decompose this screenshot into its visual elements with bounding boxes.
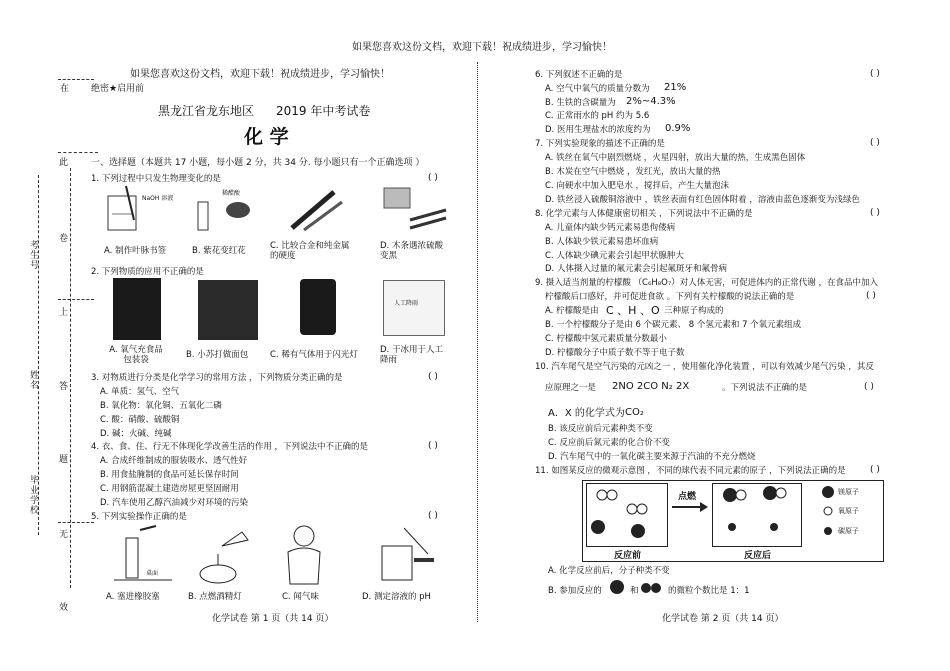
pic-label: NaOH 溶液 — [142, 195, 174, 202]
q6-option-b: B. 生铁的含碳量为 — [545, 98, 616, 108]
legend-item: 氧原子 — [838, 507, 859, 515]
q8-option-d: D. 人体摄入过量的氟元素会引起氟斑牙和氟骨病 — [545, 264, 727, 274]
school-label: 毕业学校 — [28, 475, 38, 515]
rain-image — [383, 280, 445, 336]
question-2: 2. 下列物质的应用不正确的是 — [91, 267, 204, 277]
answer-bracket: ( ) — [870, 465, 880, 475]
side-char: 无 — [59, 530, 69, 540]
answer-bracket: ( ) — [428, 173, 438, 183]
side-char: 效 — [59, 603, 69, 613]
question-10: 10. 汽车尾气是空气污染的元凶之一 ，使用催化净化装置 ，可以有效减少尾气污染 ，其反 — [535, 362, 874, 372]
q5-option-b: B. 点燃酒精灯 — [188, 592, 242, 602]
question-7: 7. 下列实验现象的描述不正确的是 — [535, 139, 665, 149]
answer-bracket: ( ) — [428, 441, 438, 451]
divider — [58, 299, 94, 300]
q9-option-a: A. 柠檬酸是由 — [545, 306, 599, 316]
q7-option-b: B. 木炭在空气中燃烧 ，发红光，放出大量的热 — [545, 167, 721, 177]
name-label: 姓名 — [28, 370, 38, 390]
page-divider — [477, 62, 478, 622]
q7-option-d: D. 铁丝浸入硫酸铜溶液中 ，铁丝表面有红色固体附着 ，溶液由蓝色逐渐变为浅绿色 — [545, 195, 860, 205]
alloy-image — [282, 182, 352, 236]
q5-option-d: D. 测定溶液的 pH — [362, 592, 431, 602]
q6-option-a: A. 空气中氧气的质量分数为 — [545, 84, 650, 94]
side-char: 卷 — [59, 234, 69, 244]
before-label: 反应前 — [614, 551, 642, 561]
q2-option-c: C. 稀有气体用于闪光灯 — [270, 350, 358, 360]
q8-option-b: B. 人体缺少铁元素易患坏血病 — [545, 237, 659, 247]
q3-option-d: D. 碱：火碱、纯碱 — [100, 429, 172, 439]
q11-option-b: B. 参加反应的 — [548, 586, 602, 596]
q3-option-c: C. 酸：硝酸、硫酸铜 — [100, 415, 180, 425]
ph-test-image — [374, 524, 438, 584]
question-1: 1. 下列过程中只发生物理变化的是 — [91, 174, 221, 184]
q9-option-a-tail: 三种原子构成的 — [664, 306, 724, 316]
q9-option-c: C. 柠檬酸中氢元素质量分数最小 — [545, 334, 667, 344]
question-9-cont: 柠檬酸后口感好，并可促进食欲 。下列有关柠檬酸的说法正确的是 — [545, 292, 795, 302]
q8-option-a: A. 儿童体内缺少钙元素易患佝偻病 — [545, 223, 676, 233]
question-10-cont: 应原理之一是 — [545, 383, 597, 393]
answer-bracket: ( ) — [428, 372, 438, 382]
year-title: 2019 年中考试卷 — [276, 104, 371, 118]
q3-option-a: A. 单质：氢气、空气 — [100, 387, 180, 397]
secret-side: 在 — [60, 84, 70, 94]
q8-option-c: C. 人体缺少碘元素会引起甲状腺肿大 — [545, 251, 684, 261]
bread-image — [198, 280, 258, 340]
answer-bracket: ( ) — [870, 208, 880, 218]
q4-option-c: C. 用钢筋混凝土建造房屋更坚固耐用 — [100, 484, 239, 494]
side-char: 上 — [59, 308, 69, 318]
question-11: 11. 如图某反应的微观示意图 ，不同的球代表不同元素的原子 ，下列说法正确的是 — [535, 466, 846, 476]
stopper-image — [112, 524, 174, 586]
q4-option-b: B. 用食盐腌制的食品可延长保存时间 — [100, 470, 239, 480]
q7-option-a: A. 铁丝在氧气中剧烈燃烧 ，火星四射，放出大量的热，生成黑色固体 — [545, 153, 806, 163]
q11-option-b-tail: 的微粒个数比是 1：1 — [668, 586, 750, 596]
snack-bag-image — [113, 278, 161, 340]
molecule-icon — [640, 581, 666, 595]
pic-label: 桌面 — [146, 570, 159, 577]
q9-option-d: D. 柠檬酸分子中质子数不等于电子数 — [545, 348, 685, 358]
region: 黑龙江省龙东地区 — [158, 104, 255, 118]
top-banner: 如果您喜欢这份文档，欢迎下载！祝成绩进步，学习愉快！ — [352, 42, 612, 53]
question-4: 4. 衣、食、住、行无不体现化学改善生活的作用 ，下列说法中不正确的是 — [91, 442, 369, 452]
page-footer: 化学试卷 第 2 页（共 14 页） — [662, 614, 784, 624]
question-8: 8. 化学元素与人体健康密切相关 ，下列说法中不正确的是 — [535, 209, 753, 219]
q4-option-a: A. 合成纤维制成的服装吸水、透气性好 — [100, 456, 248, 466]
side-char: 题 — [59, 455, 69, 465]
divider — [58, 79, 94, 80]
section-heading: 一、选择题（本题共 17 小题，每小题 2 分，共 34 分. 每小题只有一个正确选项 ） — [91, 158, 425, 168]
q10-option-c: C. 反应前后氮元素的化合价不变 — [548, 438, 670, 448]
element-symbols: C 、H 、O — [606, 304, 660, 317]
q5-option-a: A. 塞进橡胶塞 — [106, 592, 160, 602]
alcohol-lamp-image — [192, 526, 256, 586]
q5-option-c: C. 闻气味 — [282, 592, 319, 602]
q11-option-b-and: 和 — [630, 586, 639, 596]
q6-option-d: D. 医用生理盐水的浓度约为 — [545, 125, 651, 135]
formula: CO₂ — [625, 407, 644, 418]
q1-option-d: D. 木条遇浓硫酸变黑 — [380, 241, 443, 261]
before-particles — [586, 483, 666, 545]
leaf-vein-image — [104, 184, 174, 236]
q4-option-d: D. 汽车使用乙醇汽油减少对环境的污染 — [100, 498, 248, 508]
examinee-number-label: 考生号 — [28, 240, 38, 270]
answer-bracket: ( ) — [428, 511, 438, 521]
q10-option-d: D. 汽车尾气中的一氧化碳主要来源于汽油的不充分燃烧 — [548, 452, 756, 462]
secret-label: 绝密★启用前 — [91, 84, 145, 94]
question-3: 3. 对物质进行分类是化学学习的常用方法 ，下列物质分类正确的是 — [91, 373, 343, 383]
charred-stick-image — [380, 184, 450, 236]
question-9: 9. 摄入适当剂量的柠檬酸 （C₆H₈O₇）对人体无害，可促进体内的正常代谢 ，在食品中加入 — [535, 278, 878, 288]
q1-option-b: B. 紫花变红花 — [192, 246, 246, 256]
q1-option-c: C. 比较合金和纯金属的硬度 — [270, 241, 350, 261]
smell-image — [276, 522, 332, 586]
q7-option-c: C. 向硬水中加入肥皂水 ，搅拌后，产生大量泡沫 — [545, 181, 730, 191]
answer-bracket: ( ) — [864, 382, 874, 392]
arrow-icon — [672, 500, 708, 514]
q3-option-b: B. 氧化物：氧化铜、五氧化二磷 — [100, 401, 222, 411]
subject-title: 化 学 — [244, 126, 289, 148]
q2-option-b: B. 小苏打做面包 — [186, 350, 249, 360]
divider — [58, 152, 98, 153]
q2-option-d: D. 干冰用于人工降雨 — [380, 345, 443, 365]
legend-item: 镁原子 — [838, 488, 859, 496]
reaction-equation: 2NO 2CO N₂ 2X — [612, 381, 690, 392]
q11-option-a: A. 化学反应前后，分子种类不变 — [548, 566, 670, 576]
side-char: 此 — [59, 158, 69, 168]
value: 2%~4.3% — [626, 96, 676, 107]
pic-label: 人工降雨 — [394, 300, 419, 307]
q6-option-c: C. 正常雨水的 pH 约为 5.6 — [545, 111, 650, 121]
question-5: 5. 下列实验操作正确的是 — [91, 512, 187, 522]
seal-line — [70, 168, 71, 588]
answer-bracket: ( ) — [870, 138, 880, 148]
q10-option-a: A．X 的化学式为 — [548, 408, 625, 419]
reaction-condition: 点燃 — [678, 492, 697, 502]
legend-item: 碳原子 — [838, 527, 859, 535]
q9-option-b: B. 一个柠檬酸分子是由 6 个碳元素、 8 个氢元素和 7 个氧元素组成 — [545, 320, 802, 330]
question-10-tail: 。下列说法不正确的是 — [722, 383, 808, 393]
flash-lamp-image — [300, 279, 336, 335]
after-particles — [712, 483, 800, 545]
q1-option-a: A. 制作叶脉书签 — [104, 246, 167, 256]
value: 0.9% — [665, 123, 691, 134]
q10-option-b: B. 该反应前后元素种类不变 — [548, 424, 653, 434]
answer-bracket: ( ) — [866, 291, 876, 301]
legend-icons — [818, 484, 838, 544]
after-label: 反应后 — [744, 551, 772, 561]
side-char: 答 — [59, 382, 69, 392]
q2-option-a: A. 氧气充食品包装袋 — [109, 345, 163, 365]
question-6: 6. 下列叙述不正确的是 — [535, 70, 623, 80]
molecule-icon — [608, 578, 626, 596]
pic-label: 稀醋酸 — [222, 190, 241, 197]
value: 21% — [664, 82, 687, 93]
page-footer: 化学试卷 第 1 页（共 14 页） — [212, 614, 334, 624]
divider — [58, 522, 94, 523]
left-banner: 如果您喜欢这份文档，欢迎下载！祝成绩进步，学习愉快！ — [130, 69, 390, 80]
answer-bracket: ( ) — [870, 69, 880, 79]
